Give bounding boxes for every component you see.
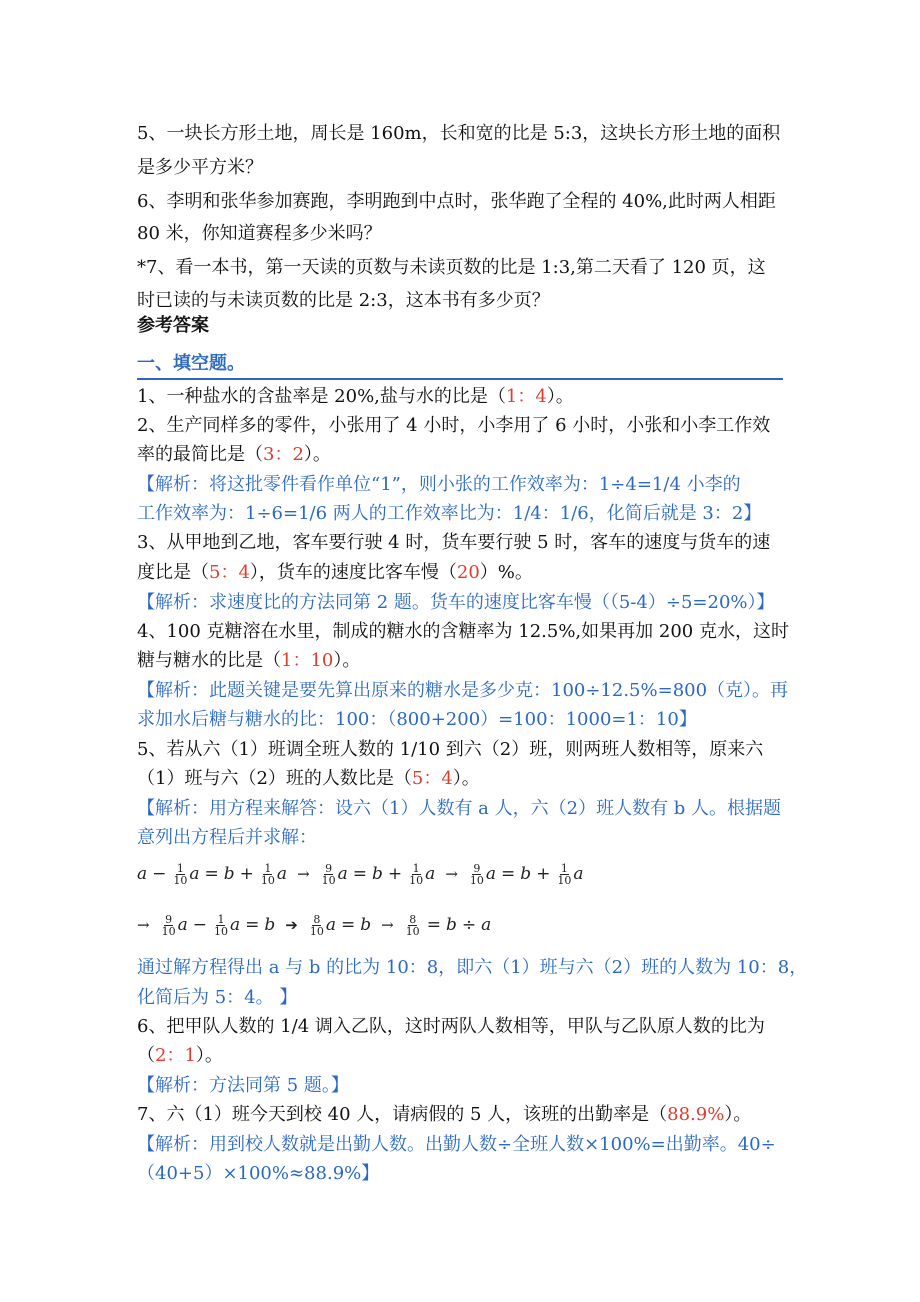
eq-var-a: a <box>189 864 200 884</box>
eq-minus: − <box>192 915 207 935</box>
eq-var-a: a <box>425 864 436 884</box>
answer-6-value: 2：1 <box>155 1045 196 1066</box>
section-divider <box>137 378 783 380</box>
answer-1 <box>137 385 574 409</box>
answer-1-text: 1、一种盐水的含盐率是 20%,盐与水的比是（ <box>137 386 506 407</box>
problem-6-line-2: 80 米，你知道赛程多少米吗？ <box>137 223 382 244</box>
answer-5-close: ）。 <box>452 768 480 789</box>
eq-var-a: a <box>177 915 188 935</box>
eq-var-a: a <box>137 864 148 884</box>
eq-var-a: a <box>337 864 348 884</box>
eq-frac-den: 10 <box>409 873 424 887</box>
eq-var-b: b <box>264 915 276 935</box>
eq-equals: = <box>340 915 356 935</box>
answer-5-line-2 <box>137 767 480 791</box>
answer-7-value: 88.9% <box>667 1104 725 1125</box>
eq-frac-num: 1 <box>264 861 272 875</box>
answer-4-explanation-line-1: 【解析：此题关键是要先算出原来的糖水是多少克：100÷12.5%=800（克）。再 <box>137 680 789 701</box>
answer-2-close: ）。 <box>303 444 331 465</box>
eq-equals: = <box>426 915 441 935</box>
eq-var-b: b <box>445 915 457 935</box>
answer-3-close: ）%。 <box>479 562 533 583</box>
eq-fraction <box>261 863 275 886</box>
eq-var-a: a <box>325 915 336 935</box>
eq-frac-num: 1 <box>176 861 184 875</box>
eq-fraction <box>409 863 423 886</box>
problem-7-line-1: *7、看一本书，第一天读的页数与未读页数的比是 1:3,第二天看了 120 页，这 <box>137 257 766 278</box>
eq-var-a: a <box>481 915 492 935</box>
arrow-icon: → <box>445 865 458 883</box>
eq-fraction <box>322 863 336 886</box>
arrow-icon: → <box>137 916 150 934</box>
answer-4-value: 1：10 <box>281 650 334 671</box>
answer-3-explanation: 【解析：求速度比的方法同第 2 题。货车的速度比客车慢（（5-4）÷5=20%）】 <box>137 592 775 613</box>
eq-frac-den: 10 <box>309 924 324 938</box>
eq-var-a: a <box>229 915 241 935</box>
answer-6-explanation: 【解析：方法同第 5 题。】 <box>137 1075 349 1096</box>
eq-divide: ÷ <box>461 915 477 935</box>
eq-var-b: b <box>520 864 532 884</box>
eq-var-b: b <box>372 864 383 884</box>
answer-1-close: ）。 <box>546 386 574 407</box>
answer-7-text: 7、六（1）班今天到校 40 人，请病假的 5 人，该班的出勤率是（ <box>137 1104 668 1125</box>
arrow-icon: ➔ <box>285 916 298 934</box>
answer-3-line-1: 3、从甲地到乙地，客车要行驶 4 时，货车要行驶 5 时，客车的速度与货车的速 <box>137 532 771 553</box>
eq-equals: = <box>501 864 516 884</box>
answer-6-text: （ <box>137 1045 155 1066</box>
eq-fraction <box>214 914 228 937</box>
problem-5-line-2: 是多少平方米？ <box>137 157 263 178</box>
eq-plus: + <box>536 864 551 884</box>
answer-7-close: ）。 <box>724 1104 752 1125</box>
eq-equals: = <box>204 864 219 884</box>
equation-row-1 <box>137 858 584 890</box>
answer-4-explanation-line-2: 求加水后糖与糖水的比：100：（800+200）=100：1000=1：10】 <box>137 709 697 730</box>
answer-2-explanation-line-2: 工作效率为：1÷6=1/6 两人的工作效率比为：1/4：1/6，化简后就是 3：2】 <box>137 503 762 524</box>
answer-7-explanation-line-2: （40+5）×100%≈88.9%】 <box>137 1163 380 1184</box>
problem-5-line-1: 5、一块长方形土地，周长是 160m，长和宽的比是 5:3，这块长方形土地的面积 <box>137 123 781 144</box>
eq-fraction <box>162 914 176 937</box>
answer-2-value: 3：2 <box>263 444 304 465</box>
eq-frac-den: 10 <box>260 873 275 887</box>
eq-frac-den: 10 <box>213 924 228 938</box>
answer-2-explanation-line-1: 【解析：将这批零件看作单位“1”，则小张的工作效率为：1÷4=1/4 小李的 <box>137 474 741 495</box>
eq-frac-den: 10 <box>405 924 420 938</box>
eq-plus: + <box>239 864 254 884</box>
eq-frac-num: 1 <box>217 912 225 926</box>
answer-7-explanation-line-1: 【解析：用到校人数就是出勤人数。出勤人数÷全班人数×100%=出勤率。40÷ <box>137 1134 776 1155</box>
answer-2-line-1: 2、生产同样多的零件，小张用了 4 小时，小李用了 6 小时，小张和小李工作效 <box>137 415 771 436</box>
eq-var-b: b <box>360 915 372 935</box>
answers-heading: 参考答案 <box>137 315 209 336</box>
eq-frac-den: 10 <box>321 873 336 887</box>
answer-5-value: 5：4 <box>411 768 453 789</box>
eq-fraction <box>557 863 571 886</box>
answer-4-line-2 <box>137 649 360 673</box>
arrow-icon: → <box>381 916 394 934</box>
eq-minus: − <box>152 864 167 884</box>
eq-var-b: b <box>223 864 235 884</box>
problem-6-line-1: 6、李明和张华参加赛跑，李明跑到中点时，张华跑了全程的 40%,此时两人相距 <box>137 191 776 212</box>
answer-3-value-2: 20 <box>456 562 480 583</box>
equation-row-2 <box>137 909 491 941</box>
eq-frac-num: 8 <box>409 912 417 926</box>
eq-var-a: a <box>276 864 288 884</box>
answer-3-text: 度比是（ <box>137 562 209 583</box>
eq-frac-num: 9 <box>473 861 481 875</box>
section-title-fill-blanks: 一、填空题。 <box>137 353 245 374</box>
eq-fraction <box>310 914 324 937</box>
answer-3-text-mid: ），货车的速度比客车慢（ <box>249 562 457 583</box>
eq-frac-den: 10 <box>161 924 176 938</box>
eq-fraction <box>173 863 187 886</box>
answer-4-line-1: 4、100 克糖溶在水里，制成的糖水的含糖率为 12.5%,如果再加 200 克水，这时 <box>137 621 789 642</box>
eq-equals: = <box>352 864 368 884</box>
answer-5-explanation-line-1: 【解析：用方程来解答：设六（1）人数有 a 人，六（2）班人数有 b 人。根据题 <box>137 798 782 819</box>
problem-7-line-2: 时已读的与未读页数的比是 2:3，这本书有多少页？ <box>137 290 550 311</box>
eq-frac-num: 8 <box>313 912 321 926</box>
answer-7 <box>137 1103 751 1127</box>
answer-3-line-2 <box>137 561 533 585</box>
answer-2-text: 率的最简比是（ <box>137 444 263 465</box>
answer-6-line-2 <box>137 1044 223 1068</box>
eq-frac-num: 9 <box>325 861 333 875</box>
eq-var-a: a <box>485 864 497 884</box>
answer-5-explanation-line-4: 化简后为 5：4。 】 <box>137 987 298 1008</box>
answer-5-explanation-line-3: 通过解方程得出 a 与 b 的比为 10：8，即六（1）班与六（2）班的人数为 10：8， <box>137 957 808 978</box>
answer-3-value-1: 5：4 <box>209 562 250 583</box>
answer-2-line-2 <box>137 443 331 467</box>
answer-5-text: （1）班与六（2）班的人数比是（ <box>137 768 412 789</box>
eq-frac-den: 10 <box>557 873 572 887</box>
answer-1-value: 1：4 <box>505 386 547 407</box>
eq-frac-den: 10 <box>173 873 188 887</box>
answer-4-text: 糖与糖水的比是（ <box>137 650 281 671</box>
answer-4-close: ）。 <box>333 650 361 671</box>
eq-var-a: a <box>573 864 584 884</box>
eq-frac-num: 9 <box>165 912 173 926</box>
eq-fraction <box>470 863 484 886</box>
answer-5-explanation-line-2: 意列出方程后并求解： <box>137 827 317 848</box>
eq-frac-num: 1 <box>412 861 420 875</box>
eq-plus: + <box>387 864 403 884</box>
eq-frac-num: 1 <box>560 861 568 875</box>
answer-5-line-1: 5、若从六（1）班调全班人数的 1/10 到六（2）班，则两班人数相等，原来六 <box>137 739 764 760</box>
answer-6-close: ）。 <box>195 1045 223 1066</box>
answer-6-line-1: 6、把甲队人数的 1/4 调入乙队，这时两队人数相等，甲队与乙队原人数的比为 <box>137 1016 765 1037</box>
eq-fraction <box>406 914 420 937</box>
eq-frac-den: 10 <box>469 873 484 887</box>
eq-equals: = <box>245 915 260 935</box>
arrow-icon: → <box>297 865 310 883</box>
